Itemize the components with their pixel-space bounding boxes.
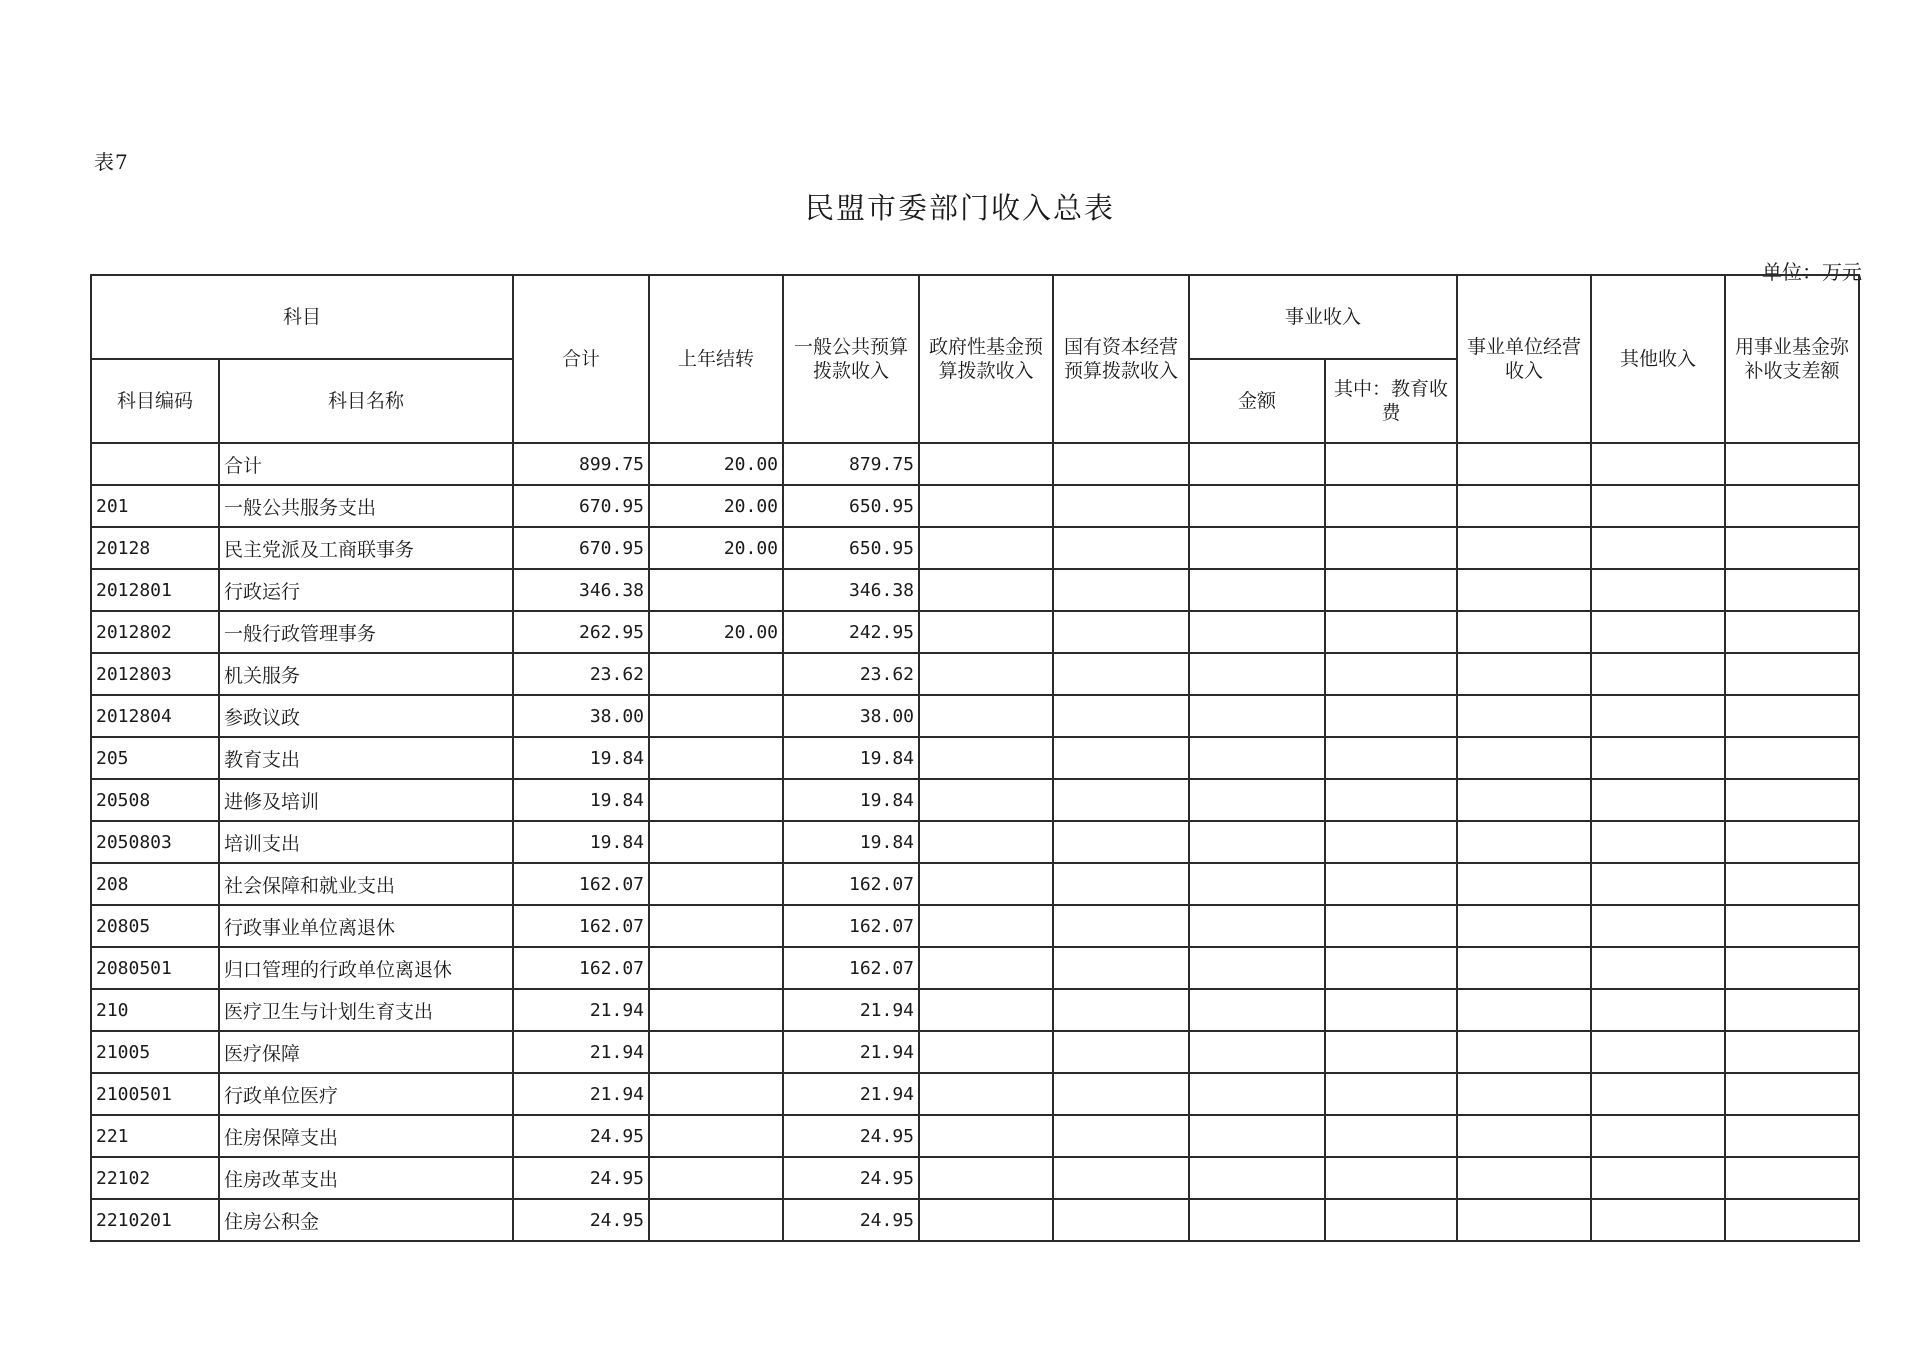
table-row xyxy=(91,779,1920,821)
cell-state-capital xyxy=(1053,779,1189,821)
cell-state-capital xyxy=(1053,1199,1189,1241)
cell-fund-supplement xyxy=(1725,1115,1859,1157)
cell-gov-fund xyxy=(919,485,1053,527)
cell-gov-fund xyxy=(919,653,1053,695)
header-subject: 科目 xyxy=(91,275,513,359)
cell-other xyxy=(1591,1031,1725,1073)
header-unit-operation: 事业单位经营收入 xyxy=(1457,275,1591,443)
cell-state-capital xyxy=(1053,611,1189,653)
header-gov-fund: 政府性基金预算拨款收入 xyxy=(919,275,1053,443)
cell-code xyxy=(91,443,219,485)
cell-gov-fund xyxy=(919,695,1053,737)
cell-total: 162.07 xyxy=(513,947,649,989)
table-row xyxy=(91,1157,1920,1199)
cell-code: 2012804 xyxy=(91,695,219,737)
cell-code: 210 xyxy=(91,989,219,1031)
cell-state-capital xyxy=(1053,737,1189,779)
cell-gov-fund xyxy=(919,1073,1053,1115)
cell-amount xyxy=(1189,947,1325,989)
cell-gov-fund xyxy=(919,989,1053,1031)
header-name: 科目名称 xyxy=(219,359,513,443)
cell-state-capital xyxy=(1053,527,1189,569)
cell-amount xyxy=(1189,1157,1325,1199)
cell-total: 670.95 xyxy=(513,485,649,527)
cell-name: 行政单位医疗 xyxy=(219,1073,513,1115)
cell-unit-operation xyxy=(1457,1157,1591,1199)
cell-unit-operation xyxy=(1457,443,1591,485)
table-row xyxy=(91,905,1920,947)
cell-state-capital xyxy=(1053,821,1189,863)
cell-other xyxy=(1591,737,1725,779)
cell-carryover xyxy=(649,989,783,1031)
cell-general-budget: 21.94 xyxy=(783,989,919,1031)
header-edu-fee: 其中：教育收费 xyxy=(1325,359,1457,443)
cell-total: 24.95 xyxy=(513,1115,649,1157)
cell-edu-fee xyxy=(1325,569,1457,611)
cell-carryover xyxy=(649,863,783,905)
cell-other xyxy=(1591,947,1725,989)
header-state-capital: 国有资本经营预算拨款收入 xyxy=(1053,275,1189,443)
table-row xyxy=(91,1199,1920,1241)
cell-fund-supplement xyxy=(1725,1199,1859,1241)
cell-code: 2080501 xyxy=(91,947,219,989)
cell-carryover xyxy=(649,569,783,611)
cell-code: 20128 xyxy=(91,527,219,569)
cell-state-capital xyxy=(1053,989,1189,1031)
income-summary-table xyxy=(90,274,1920,1242)
table-number: 表7 xyxy=(94,150,129,174)
cell-fund-supplement xyxy=(1725,737,1859,779)
cell-general-budget: 19.84 xyxy=(783,737,919,779)
cell-fund-supplement xyxy=(1725,905,1859,947)
unit-label: 单位：万元 xyxy=(1762,260,1862,284)
cell-code: 2012801 xyxy=(91,569,219,611)
cell-total: 21.94 xyxy=(513,1073,649,1115)
cell-general-budget: 38.00 xyxy=(783,695,919,737)
cell-amount xyxy=(1189,863,1325,905)
cell-name: 住房改革支出 xyxy=(219,1157,513,1199)
cell-fund-supplement xyxy=(1725,779,1859,821)
header-amount: 金额 xyxy=(1189,359,1325,443)
cell-total: 24.95 xyxy=(513,1199,649,1241)
cell-fund-supplement xyxy=(1725,989,1859,1031)
table-row xyxy=(91,1115,1920,1157)
cell-edu-fee xyxy=(1325,947,1457,989)
document-title: 民盟市委部门收入总表 xyxy=(804,191,1115,225)
cell-gov-fund xyxy=(919,569,1053,611)
cell-other xyxy=(1591,611,1725,653)
cell-unit-operation xyxy=(1457,1115,1591,1157)
cell-amount xyxy=(1189,569,1325,611)
cell-name: 行政运行 xyxy=(219,569,513,611)
cell-total: 19.84 xyxy=(513,821,649,863)
cell-gov-fund xyxy=(919,821,1053,863)
cell-edu-fee xyxy=(1325,653,1457,695)
cell-state-capital xyxy=(1053,695,1189,737)
header-fund-supplement: 用事业基金弥补收支差额 xyxy=(1725,275,1859,443)
header-total: 合计 xyxy=(513,275,649,443)
cell-state-capital xyxy=(1053,1073,1189,1115)
cell-amount xyxy=(1189,821,1325,863)
cell-general-budget: 19.84 xyxy=(783,779,919,821)
table-row xyxy=(91,821,1920,863)
cell-carryover xyxy=(649,737,783,779)
cell-gov-fund xyxy=(919,1199,1053,1241)
table-row xyxy=(91,947,1920,989)
cell-fund-supplement xyxy=(1725,611,1859,653)
cell-unit-operation xyxy=(1457,905,1591,947)
cell-code: 2210201 xyxy=(91,1199,219,1241)
cell-amount xyxy=(1189,527,1325,569)
cell-name: 机关服务 xyxy=(219,653,513,695)
cell-total: 38.00 xyxy=(513,695,649,737)
cell-amount xyxy=(1189,611,1325,653)
cell-other xyxy=(1591,1073,1725,1115)
cell-code: 22102 xyxy=(91,1157,219,1199)
cell-code: 2050803 xyxy=(91,821,219,863)
header-carryover: 上年结转 xyxy=(649,275,783,443)
cell-fund-supplement xyxy=(1725,1031,1859,1073)
cell-carryover xyxy=(649,1115,783,1157)
cell-name: 归口管理的行政单位离退休 xyxy=(219,947,513,989)
cell-edu-fee xyxy=(1325,1031,1457,1073)
header-business-income: 事业收入 xyxy=(1189,275,1457,359)
cell-code: 201 xyxy=(91,485,219,527)
cell-name: 社会保障和就业支出 xyxy=(219,863,513,905)
cell-unit-operation xyxy=(1457,611,1591,653)
cell-general-budget: 650.95 xyxy=(783,527,919,569)
cell-carryover: 20.00 xyxy=(649,527,783,569)
cell-fund-supplement xyxy=(1725,485,1859,527)
cell-carryover: 20.00 xyxy=(649,443,783,485)
cell-code: 208 xyxy=(91,863,219,905)
cell-state-capital xyxy=(1053,947,1189,989)
cell-general-budget: 24.95 xyxy=(783,1115,919,1157)
cell-general-budget: 19.84 xyxy=(783,821,919,863)
cell-general-budget: 879.75 xyxy=(783,443,919,485)
cell-state-capital xyxy=(1053,905,1189,947)
cell-gov-fund xyxy=(919,947,1053,989)
cell-fund-supplement xyxy=(1725,947,1859,989)
header-other: 其他收入 xyxy=(1591,275,1725,443)
cell-fund-supplement xyxy=(1725,527,1859,569)
table-row xyxy=(91,1031,1920,1073)
cell-carryover xyxy=(649,653,783,695)
cell-edu-fee xyxy=(1325,695,1457,737)
cell-gov-fund xyxy=(919,527,1053,569)
cell-unit-operation xyxy=(1457,527,1591,569)
table-row xyxy=(91,863,1920,905)
cell-fund-supplement xyxy=(1725,443,1859,485)
table-body xyxy=(91,443,1920,1241)
cell-name: 一般行政管理事务 xyxy=(219,611,513,653)
cell-name: 参政议政 xyxy=(219,695,513,737)
cell-other xyxy=(1591,653,1725,695)
cell-carryover xyxy=(649,695,783,737)
cell-general-budget: 346.38 xyxy=(783,569,919,611)
cell-other xyxy=(1591,779,1725,821)
cell-unit-operation xyxy=(1457,653,1591,695)
cell-edu-fee xyxy=(1325,1157,1457,1199)
cell-edu-fee xyxy=(1325,737,1457,779)
cell-total: 899.75 xyxy=(513,443,649,485)
cell-name: 教育支出 xyxy=(219,737,513,779)
cell-other xyxy=(1591,821,1725,863)
cell-amount xyxy=(1189,485,1325,527)
table-row xyxy=(91,611,1920,653)
cell-other xyxy=(1591,695,1725,737)
cell-carryover: 20.00 xyxy=(649,485,783,527)
cell-other xyxy=(1591,989,1725,1031)
cell-general-budget: 162.07 xyxy=(783,905,919,947)
cell-other xyxy=(1591,485,1725,527)
cell-edu-fee xyxy=(1325,527,1457,569)
cell-other xyxy=(1591,443,1725,485)
cell-total: 162.07 xyxy=(513,905,649,947)
cell-fund-supplement xyxy=(1725,695,1859,737)
cell-total: 21.94 xyxy=(513,989,649,1031)
cell-carryover xyxy=(649,821,783,863)
cell-gov-fund xyxy=(919,1115,1053,1157)
table-row xyxy=(91,695,1920,737)
cell-total: 346.38 xyxy=(513,569,649,611)
cell-fund-supplement xyxy=(1725,821,1859,863)
cell-gov-fund xyxy=(919,1157,1053,1199)
cell-name: 住房保障支出 xyxy=(219,1115,513,1157)
cell-general-budget: 21.94 xyxy=(783,1073,919,1115)
cell-unit-operation xyxy=(1457,821,1591,863)
cell-unit-operation xyxy=(1457,1199,1591,1241)
cell-state-capital xyxy=(1053,1115,1189,1157)
cell-gov-fund xyxy=(919,1031,1053,1073)
cell-gov-fund xyxy=(919,863,1053,905)
cell-edu-fee xyxy=(1325,485,1457,527)
cell-state-capital xyxy=(1053,443,1189,485)
cell-other xyxy=(1591,1157,1725,1199)
cell-general-budget: 23.62 xyxy=(783,653,919,695)
cell-unit-operation xyxy=(1457,779,1591,821)
cell-code: 2012803 xyxy=(91,653,219,695)
cell-amount xyxy=(1189,653,1325,695)
table-row xyxy=(91,653,1920,695)
cell-fund-supplement xyxy=(1725,653,1859,695)
cell-carryover xyxy=(649,1199,783,1241)
cell-code: 205 xyxy=(91,737,219,779)
cell-edu-fee xyxy=(1325,821,1457,863)
cell-edu-fee xyxy=(1325,989,1457,1031)
cell-name: 一般公共服务支出 xyxy=(219,485,513,527)
cell-carryover xyxy=(649,1157,783,1199)
cell-general-budget: 24.95 xyxy=(783,1199,919,1241)
cell-general-budget: 162.07 xyxy=(783,863,919,905)
cell-amount xyxy=(1189,905,1325,947)
cell-name: 行政事业单位离退休 xyxy=(219,905,513,947)
cell-carryover: 20.00 xyxy=(649,611,783,653)
cell-total: 670.95 xyxy=(513,527,649,569)
header-general-budget: 一般公共预算拨款收入 xyxy=(783,275,919,443)
cell-name: 进修及培训 xyxy=(219,779,513,821)
cell-gov-fund xyxy=(919,779,1053,821)
cell-general-budget: 24.95 xyxy=(783,1157,919,1199)
cell-gov-fund xyxy=(919,443,1053,485)
cell-amount xyxy=(1189,737,1325,779)
cell-edu-fee xyxy=(1325,1199,1457,1241)
table-row xyxy=(91,737,1920,779)
cell-name: 合计 xyxy=(219,443,513,485)
cell-edu-fee xyxy=(1325,863,1457,905)
table-row xyxy=(91,485,1920,527)
cell-name: 住房公积金 xyxy=(219,1199,513,1241)
cell-name: 培训支出 xyxy=(219,821,513,863)
cell-amount xyxy=(1189,1073,1325,1115)
cell-edu-fee xyxy=(1325,905,1457,947)
cell-state-capital xyxy=(1053,653,1189,695)
cell-amount xyxy=(1189,989,1325,1031)
cell-state-capital xyxy=(1053,1157,1189,1199)
cell-unit-operation xyxy=(1457,1073,1591,1115)
cell-state-capital xyxy=(1053,1031,1189,1073)
cell-amount xyxy=(1189,443,1325,485)
cell-amount xyxy=(1189,695,1325,737)
cell-unit-operation xyxy=(1457,695,1591,737)
cell-other xyxy=(1591,905,1725,947)
header-code: 科目编码 xyxy=(91,359,219,443)
table-row xyxy=(91,569,1920,611)
cell-total: 19.84 xyxy=(513,737,649,779)
cell-total: 21.94 xyxy=(513,1031,649,1073)
cell-other xyxy=(1591,527,1725,569)
cell-fund-supplement xyxy=(1725,863,1859,905)
cell-code: 2012802 xyxy=(91,611,219,653)
cell-state-capital xyxy=(1053,485,1189,527)
cell-carryover xyxy=(649,1073,783,1115)
cell-amount xyxy=(1189,1031,1325,1073)
cell-unit-operation xyxy=(1457,569,1591,611)
cell-total: 262.95 xyxy=(513,611,649,653)
cell-total: 162.07 xyxy=(513,863,649,905)
cell-state-capital xyxy=(1053,569,1189,611)
cell-code: 20508 xyxy=(91,779,219,821)
cell-other xyxy=(1591,569,1725,611)
cell-state-capital xyxy=(1053,863,1189,905)
cell-edu-fee xyxy=(1325,1073,1457,1115)
cell-name: 医疗卫生与计划生育支出 xyxy=(219,989,513,1031)
cell-other xyxy=(1591,863,1725,905)
cell-code: 20805 xyxy=(91,905,219,947)
cell-unit-operation xyxy=(1457,1031,1591,1073)
cell-edu-fee xyxy=(1325,1115,1457,1157)
cell-fund-supplement xyxy=(1725,1157,1859,1199)
cell-gov-fund xyxy=(919,611,1053,653)
cell-unit-operation xyxy=(1457,947,1591,989)
cell-carryover xyxy=(649,905,783,947)
cell-total: 24.95 xyxy=(513,1157,649,1199)
cell-unit-operation xyxy=(1457,863,1591,905)
cell-general-budget: 21.94 xyxy=(783,1031,919,1073)
cell-carryover xyxy=(649,947,783,989)
cell-general-budget: 242.95 xyxy=(783,611,919,653)
cell-total: 23.62 xyxy=(513,653,649,695)
table-row xyxy=(91,443,1920,485)
table-row xyxy=(91,527,1920,569)
cell-other xyxy=(1591,1115,1725,1157)
cell-carryover xyxy=(649,779,783,821)
cell-fund-supplement xyxy=(1725,1073,1859,1115)
cell-code: 21005 xyxy=(91,1031,219,1073)
table-row xyxy=(91,989,1920,1031)
cell-edu-fee xyxy=(1325,443,1457,485)
cell-edu-fee xyxy=(1325,611,1457,653)
cell-carryover xyxy=(649,1031,783,1073)
cell-name: 医疗保障 xyxy=(219,1031,513,1073)
cell-gov-fund xyxy=(919,905,1053,947)
cell-general-budget: 650.95 xyxy=(783,485,919,527)
table-row xyxy=(91,1073,1920,1115)
cell-gov-fund xyxy=(919,737,1053,779)
cell-amount xyxy=(1189,1115,1325,1157)
cell-fund-supplement xyxy=(1725,569,1859,611)
cell-total: 19.84 xyxy=(513,779,649,821)
cell-amount xyxy=(1189,779,1325,821)
cell-unit-operation xyxy=(1457,485,1591,527)
cell-edu-fee xyxy=(1325,779,1457,821)
cell-general-budget: 162.07 xyxy=(783,947,919,989)
cell-other xyxy=(1591,1199,1725,1241)
cell-name: 民主党派及工商联事务 xyxy=(219,527,513,569)
cell-amount xyxy=(1189,1199,1325,1241)
cell-unit-operation xyxy=(1457,737,1591,779)
cell-unit-operation xyxy=(1457,989,1591,1031)
cell-code: 221 xyxy=(91,1115,219,1157)
cell-code: 2100501 xyxy=(91,1073,219,1115)
